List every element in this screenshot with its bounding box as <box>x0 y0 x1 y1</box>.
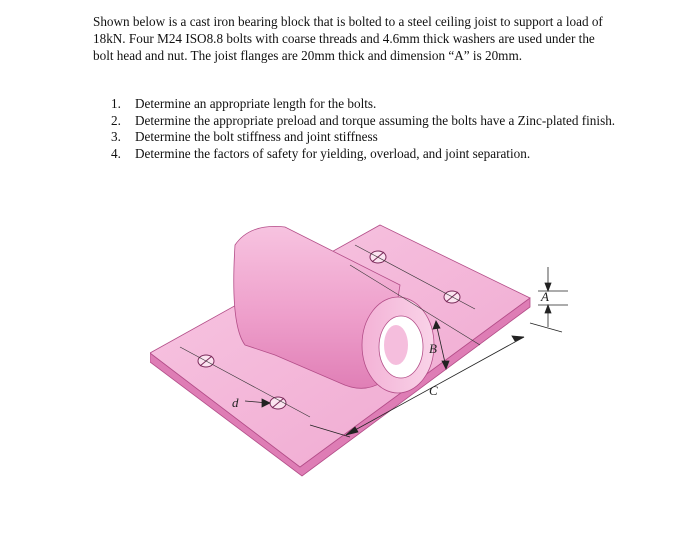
question-number: 2. <box>111 112 121 128</box>
list-item <box>111 129 621 146</box>
label-c: C <box>429 383 438 398</box>
question-number: 3. <box>111 129 121 144</box>
question-list <box>111 96 621 162</box>
label-a: A <box>541 289 549 304</box>
question-text: Determine the factors of safety for yielding, overload, and joint separation. <box>135 145 531 161</box>
bore-inner <box>384 325 408 365</box>
bearing-block-figure <box>150 205 570 515</box>
problem-statement: Shown below is a cast iron bearing block that is bolted to a steel ceiling joist to support a load of 18kN. Four M24 ISO8.8 bolts with coarse threads and 4.6mm thick washers are used under the bolt head and nut. The joist flanges are 20mm thick and dimension “A” is 20mm. <box>93 14 603 63</box>
list-item <box>111 96 621 113</box>
label-d: d <box>232 395 239 410</box>
question-text: Determine the bolt stiffness and joint stiffness <box>135 129 378 144</box>
question-text: Determine an appropriate length for the bolts. <box>135 96 377 111</box>
label-b: B <box>429 341 437 356</box>
question-number: 1. <box>111 96 121 111</box>
question-text: Determine the appropriate preload and torque assuming the bolts have a Zinc-plated finish. <box>135 112 616 128</box>
list-item <box>111 113 621 130</box>
question-number: 4. <box>111 145 121 161</box>
list-item <box>111 146 621 163</box>
